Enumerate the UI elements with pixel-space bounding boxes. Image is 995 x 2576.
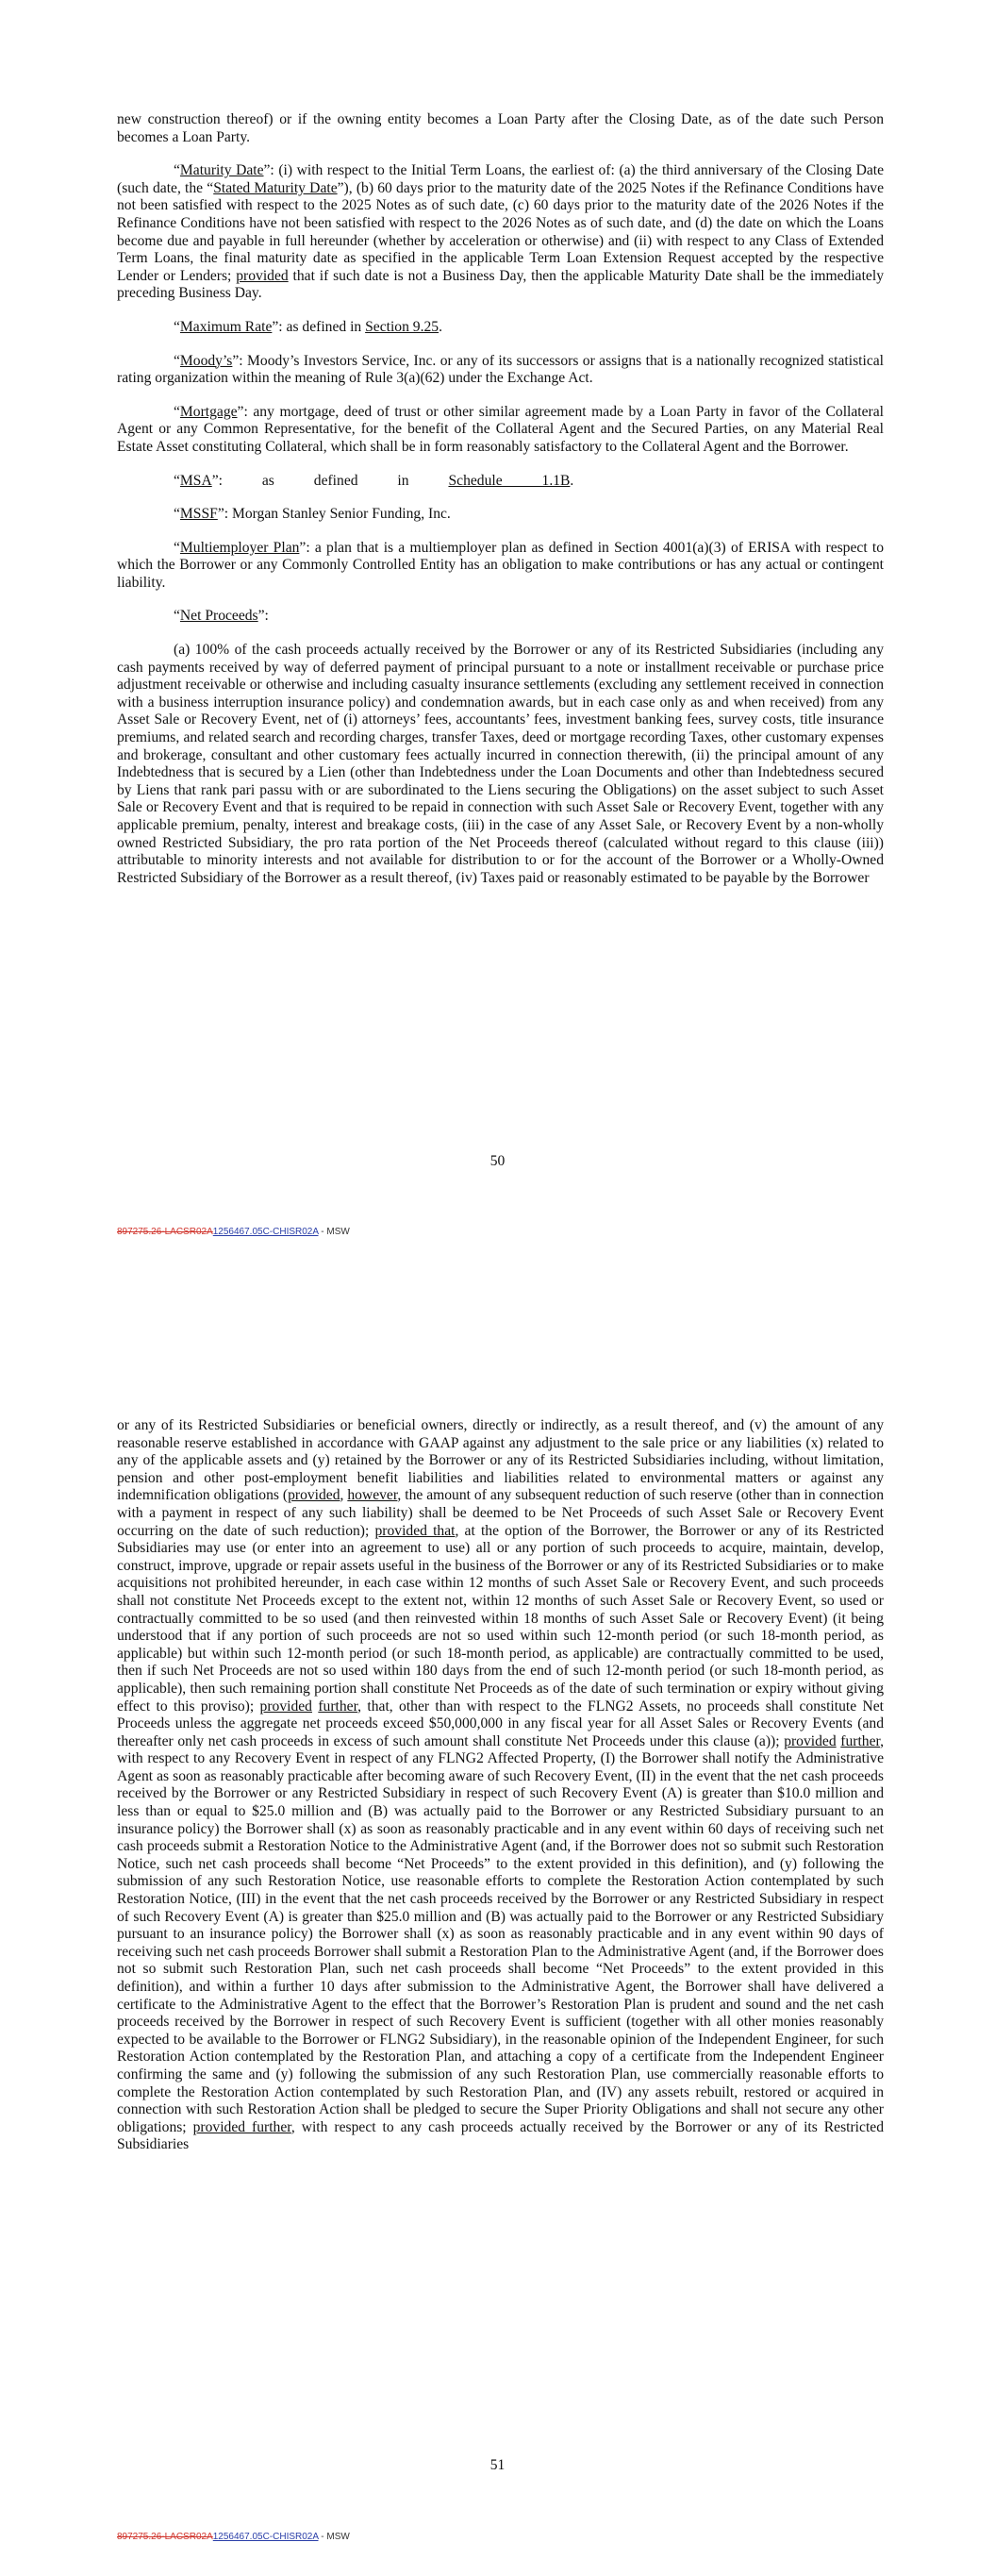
provided-further-term: provided further <box>192 2118 291 2135</box>
page-number: 51 <box>489 2457 506 2473</box>
net-proceeds-clause-a: (a) 100% of the cash proceeds actually received by the Borrower or any of its Restricted Subsidiaries (including any cash payments received by way of deferred payment of principal pursuant to a note or installment receivable or purchase price adjustment receivable or otherwise and including casualty insurance settlements (excluding any settlement received in connection with a business interruption insurance policy) and condemnation awards, but in each case only as and when received) from any Asset Sale or Recovery Event, net of (i) attorneys’ fees, accountants’ fees, investment banking fees, survey costs, title insurance premiums, and related search and recording charges, transfer Taxes, deed or mortgage recording Taxes, other customary expenses and brokerage, consultant and other customary fees actually incurred in connection therewith, (ii) the principal amount of any Indebtedness that is secured by a Lien (other than Indebtedness under the Loan Documents and other than Indebtedness secured by Liens that rank pari passu with or are subordinated to the Liens securing the Obligations) on the asset subject to such Asset Sale or Recovery Event and that is required to be repaid in connection with such Asset Sale or Recovery Event, together with any applicable premium, penalty, interest and breakage costs, (iii) in the case of any Asset Sale, or Recovery Event by a non-wholly owned Restricted Subsidiary, the pro rata portion of the Net Proceeds thereof (calculated without regard to this clause (iii)) attributable to minority interests and not available for distribution to or for the account of the Borrower or a Wholly-Owned Restricted Subsidiary of the Borrower as a result thereof, (iv) Taxes paid or reasonably estimated to be payable by the Borrower <box>117 642 884 886</box>
definition-msa: “MSA”: as defined in Schedule 1.1B. <box>174 472 574 489</box>
net-proceeds-clause-a-continued: or any of its Restricted Subsidiaries or beneficial owners, directly or indirectly, as a result thereof, and (v) the amount of any reasonable reserve established in accordance with GAAP against any adjustment to the sale price or any liabilities (x) related to any of the applicable assets and (y) retained by the Borrower or any of its Restricted Subsidiaries including, without limitation, pension and other post-employment benefit liabilities and liabilities related to environmental matters or against any indemnification obligations (provided, however, the amount of any subsequent reduction of such reserve (other than in connection with a payment in respect of any such liability) shall be deemed to be Net Proceeds of such Asset Sale or Recovery Event occurring on the date of such reduction); provided that, at the option of the Borrower, the Borrower or any of its Restricted Subsidiaries may use (or enter into an agreement to use) all or any portion of such proceeds to acquire, maintain, develop, construct, improve, upgrade or repair assets useful in the business of the Borrower or any of its Restricted Subsidiaries or to make acquisitions not prohibited hereunder, in each case within 12 months of such Asset Sale or Recovery Event, and such proceeds shall not constitute Net Proceeds except to the extent not, within 12 months of such Asset Sale or Recovery Event, so used or contractually committed to be so used (and then reinvested within 18 months of such Asset Sale or Recovery Event) (it being understood that if any portion of such proceeds are not so used within such 12-month period (or such 18-month period, as applicable) but within such 12-month period (or such 18-month period, as applicable) are contractually committed to be used, then if such Net Proceeds are not so used within 180 days from the end of such 12-month period (or such 18-month period, as applicable), then such remaining portion shall constitute Net Proceeds as of the date of such termination or expiry without giving effect to this proviso); provided further, that, other than with respect to the FLNG2 Assets, no proceeds shall constitute Net Proceeds unless the aggregate net proceeds exceed $50,000,000 in any fiscal year for all Asset Sales or Recovery Events (and thereafter only net cash proceeds in excess of such amount shall constitute Net Proceeds under this clause (a)); provided further, with respect to any Recovery Event in respect of any FLNG2 Affected Property, (I) the Borrower shall notify the Administrative Agent as soon as reasonably practicable after becoming aware of such Recovery Event, (II) in the event that the net cash proceeds received by the Borrower or any Restricted Subsidiary in respect of such Recovery Event (A) is greater than $10.0 million and less than or equal to $25.0 million and (B) was actually paid to the Borrower or any Restricted Subsidiary pursuant to an insurance policy) the Borrower shall (x) as soon as reasonably practicable and in any event within 60 days of receiving such net cash proceeds submit a Restoration Notice to the Administrative Agent (and, if the Borrower does not so submit such Restoration Notice, such net cash proceeds shall become “Net Proceeds” to the extent provided in this definition), and (y) following the submission of any such Restoration Notice, use reasonable efforts to complete the Restoration Action contemplated by such Restoration Notice, (III) in the event that the net cash proceeds received by the Borrower or any Restricted Subsidiary in respect of such Recovery Event (A) is greater than $25.0 million and (B) was actually paid to the Borrower or any Restricted Subsidiary pursuant to an insurance policy) the Borrower shall (x) as soon as reasonably practicable and in any event within 90 days of receiving such net cash proceeds Borrower shall submit a Restoration Plan to the Administrative Agent (and, if the Borrower does not so submit such Restoration Plan, such net cash proceeds shall become “Net Proceeds” to the extent provided in this definition), and within a further 10 days after submission to the Administrative Agent, the Borrower shall have delivered a certificate to the Administrative Agent to the effect that the Borrower’s Restoration Plan is prudent and sound and the net cash proceeds received by the Borrower in respect of such Recovery Event is sufficient (together with all other monies reasonably expected to be available to the Borrower or FLNG2 Subsidiary), in the reasonable opinion of the Independent Engineer, for such Restoration Action contemplated by the Restoration Plan, and attaching a copy of a certificate from the Independent Engineer confirming the same and (y) following the submission of any such Restoration Plan, use commercially reasonable efforts to complete the Restoration Action contemplated by such Restoration Plan, and (IV) any assets rebuilt, restored or acquired in connection with such Restoration Action shall be pledged to secure the Super Priority Obligations and shall not secure any other obligations; provided further, with respect to any cash proceeds actually received by the Borrower or any of its Restricted Subsidiaries <box>117 1417 885 2153</box>
definition-maximum-rate: “Maximum Rate”: as defined in Section 9.25. <box>174 318 442 335</box>
defined-term: MSA <box>179 472 212 489</box>
further-term: further <box>318 1698 358 1715</box>
definition-mortgage: “Mortgage”: any mortgage, deed of trust or other similar agreement made by a Loan Party in favor of the Collateral Agent or any Common Representative, for the benefit of the Collateral Agent and the Secured Parties, on any Material Real Estate Asset constituting Collateral, which shall be in form reasonably satisfactory to the Collateral Agent and the Borrower. <box>117 403 884 455</box>
footer-deleted-id: 897275.26-LACSR02A <box>117 1227 213 1237</box>
definition-multiemployer-plan: “Multiemployer Plan”: a plan that is a multiemployer plan as defined in Section 4001(a)(3) of ERISA with respect to which the Borrower or any Commonly Controlled Entity has an obligation to make contributions or has any actual or contingent liability. <box>117 539 884 591</box>
provided-that-term: provided that <box>374 1522 456 1539</box>
footer-suffix: - MSW <box>318 2532 350 2542</box>
schedule-reference: Schedule 1.1B <box>448 472 571 489</box>
defined-term: MSSF <box>179 506 218 523</box>
document-footer <box>117 1227 350 1237</box>
footer-inserted-id: 1256467.05C-CHISR02A <box>212 2532 319 2542</box>
provided-term: provided <box>288 1487 340 1504</box>
definition-net-proceeds: “Net Proceeds”: <box>174 608 269 625</box>
however-term: however <box>347 1487 398 1504</box>
defined-term: Moody’s <box>179 352 233 369</box>
further-term: further <box>840 1732 881 1749</box>
page-50 <box>0 111 995 887</box>
defined-term: Mortgage <box>179 403 238 420</box>
footer-deleted-id: 897275.26-LACSR02A <box>117 2532 213 2542</box>
definition-moodys: “Moody’s”: Moody’s Investors Service, Inc. or any of its successors or assigns that is a nationally recognized statistical rating organization within the meaning of Rule 3(a)(62) under the Exchange Act. <box>117 352 884 387</box>
continuation-paragraph: new construction thereof) or if the owning entity becomes a Loan Party after the Closing Date, as of the date such Person becomes a Loan Party. <box>117 111 884 145</box>
defined-term: Multiemployer Plan <box>179 539 300 556</box>
defined-term: Maximum Rate <box>179 318 273 335</box>
footer-suffix: - MSW <box>318 1227 350 1237</box>
provided-term: provided <box>236 267 289 284</box>
defined-term: Net Proceeds <box>179 608 258 625</box>
footer-inserted-id: 1256467.05C-CHISR02A <box>212 1227 319 1237</box>
document-footer <box>117 2532 350 2542</box>
definition-mssf: “MSSF”: Morgan Stanley Senior Funding, Inc. <box>174 506 451 523</box>
page-number: 50 <box>489 1153 506 1169</box>
page-51 <box>0 1417 995 2154</box>
provided-term: provided <box>259 1698 312 1715</box>
defined-term: Maturity Date <box>179 162 264 179</box>
section-reference: Section 9.25 <box>365 318 439 335</box>
provided-term: provided <box>784 1732 837 1749</box>
defined-term: Stated Maturity Date <box>213 179 338 196</box>
definition-maturity-date: “Maturity Date”: (i) with respect to the Initial Term Loans, the earliest of: (a) the third anniversary of the Closing Date (such date, the “Stated Maturity Date”), (b) 60 days prior to the maturity date of the 2025 Notes if the Refinance Conditions have not been satisfied with respect to the 2025 Notes as of such date, (c) 60 days prior to the maturity date of the 2026 Notes if the Refinance Conditions have not been satisfied with respect to the 2026 Notes as of such date, and (d) the date on which the Loans become due and payable in full hereunder (whether by acceleration or otherwise) and (ii) with respect to any Class of Extended Term Loans, the final maturity date as specified in the applicable Term Loan Extension Request accepted by the respective Lender or Lenders; provided that if such date is not a Business Day, then the applicable Maturity Date shall be the immediately preceding Business Day. <box>117 162 884 302</box>
